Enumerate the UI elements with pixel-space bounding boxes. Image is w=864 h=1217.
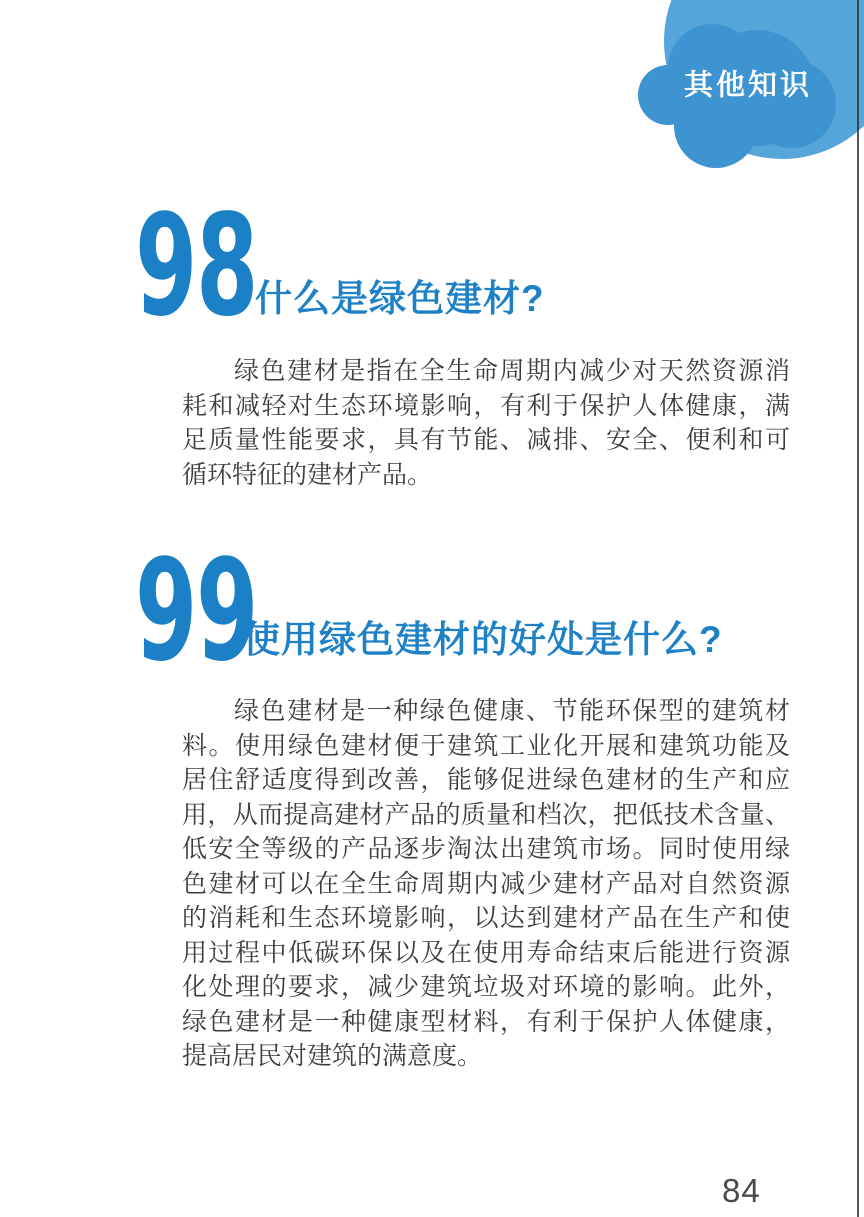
body-line: 用，从而提高建材产品的质量和档次，把低技术含量、	[182, 801, 790, 829]
body-line: 循环特征的建材产品。	[182, 461, 433, 489]
body-line: 的消耗和生态环境影响，以达到建材产品在生产和使	[182, 905, 790, 932]
question-body	[182, 695, 790, 1075]
body-line: 绿色建材是一种健康型材料，有利于保护人体健康，	[182, 1008, 790, 1036]
chapter-badge-label: 其他知识	[683, 69, 813, 102]
body-line: 色建材可以在全生命周期内减少建材产品对自然资源	[182, 870, 790, 898]
question-number: 98	[135, 185, 258, 348]
corner-cloud-decoration	[0, 0, 864, 260]
page-edge-line	[857, 0, 859, 1217]
question-title: 使用绿色建材的好处是什么?	[243, 619, 723, 660]
body-line: 用过程中低碳环保以及在使用寿命结束后能进行资源	[182, 939, 790, 967]
body-line: 绿色建材是一种绿色健康、节能环保型的建筑材	[234, 698, 790, 725]
body-line: 耗和减轻对生态环境影响，有利于保护人体健康，满	[182, 392, 790, 420]
question-number: 99	[135, 530, 258, 693]
body-line: 居住舒适度得到改善，能够促进绿色建材的生产和应	[182, 767, 790, 794]
body-line: 料。使用绿色建材便于建筑工业化开展和建筑功能及	[182, 732, 790, 760]
body-line: 足质量性能要求，具有节能、减排、安全、便利和可	[182, 427, 790, 454]
body-line: 提高居民对建筑的满意度。	[182, 1043, 483, 1070]
body-line: 绿色建材是指在全生命周期内减少对天然资源消	[234, 358, 790, 385]
question-body	[182, 355, 790, 493]
page-number: 84	[722, 1172, 761, 1209]
question-title: 什么是绿色建材?	[255, 278, 545, 319]
body-line: 低安全等级的产品逐步淘汰出建筑市场。同时使用绿	[182, 836, 790, 863]
body-line: 化处理的要求，减少建筑垃圾对环境的影响。此外，	[182, 974, 790, 1001]
